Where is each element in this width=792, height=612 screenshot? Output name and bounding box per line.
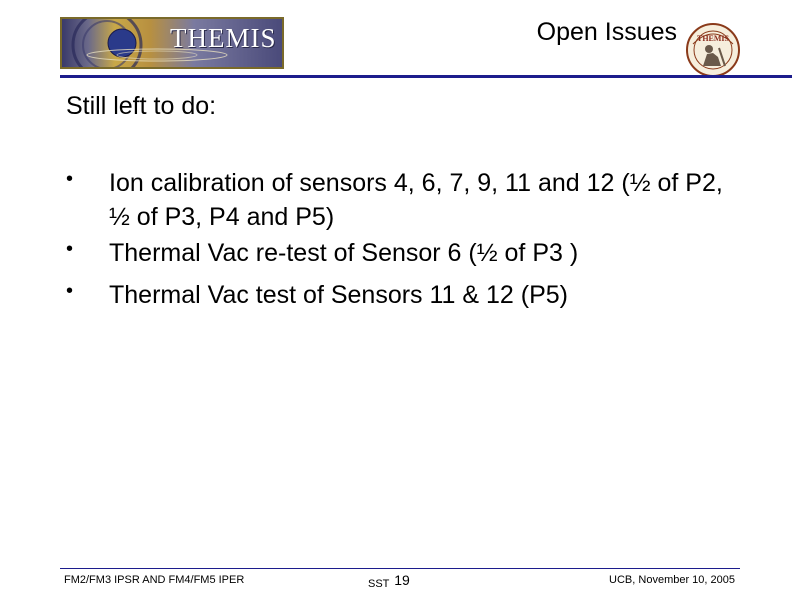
section-heading: Still left to do: (66, 92, 217, 120)
header-rule (60, 75, 792, 78)
footer-sst-label: SST (368, 578, 390, 590)
bullet-icon: • (66, 168, 74, 190)
list-item-text: Thermal Vac test of Sensors 11 & 12 (P5) (109, 281, 568, 309)
list-item-text: Ion calibration of sensors 4, 6, 7, 9, 11 and 12 (½ of P2, ½ of P3, P4 and P5) (109, 169, 723, 231)
themis-logo (60, 17, 284, 69)
footer-date: UCB, November 10, 2005 (609, 574, 735, 586)
footer-document-id: FM2/FM3 IPSR AND FM4/FM5 IPER (64, 574, 245, 586)
bullet-icon: • (66, 238, 74, 260)
slide-title: Open Issues (536, 18, 677, 46)
themis-seal (685, 22, 741, 78)
logo-text: THEMIS (170, 23, 277, 53)
list-item-text: Thermal Vac re-test of Sensor 6 (½ of P3 ) (109, 239, 579, 267)
svg-text:THEMIS: THEMIS (696, 34, 730, 43)
page-number: 19 (394, 572, 410, 588)
seal-icon (685, 22, 741, 78)
footer-page (368, 574, 410, 590)
footer-rule (60, 568, 740, 569)
bullet-icon: • (66, 280, 74, 302)
